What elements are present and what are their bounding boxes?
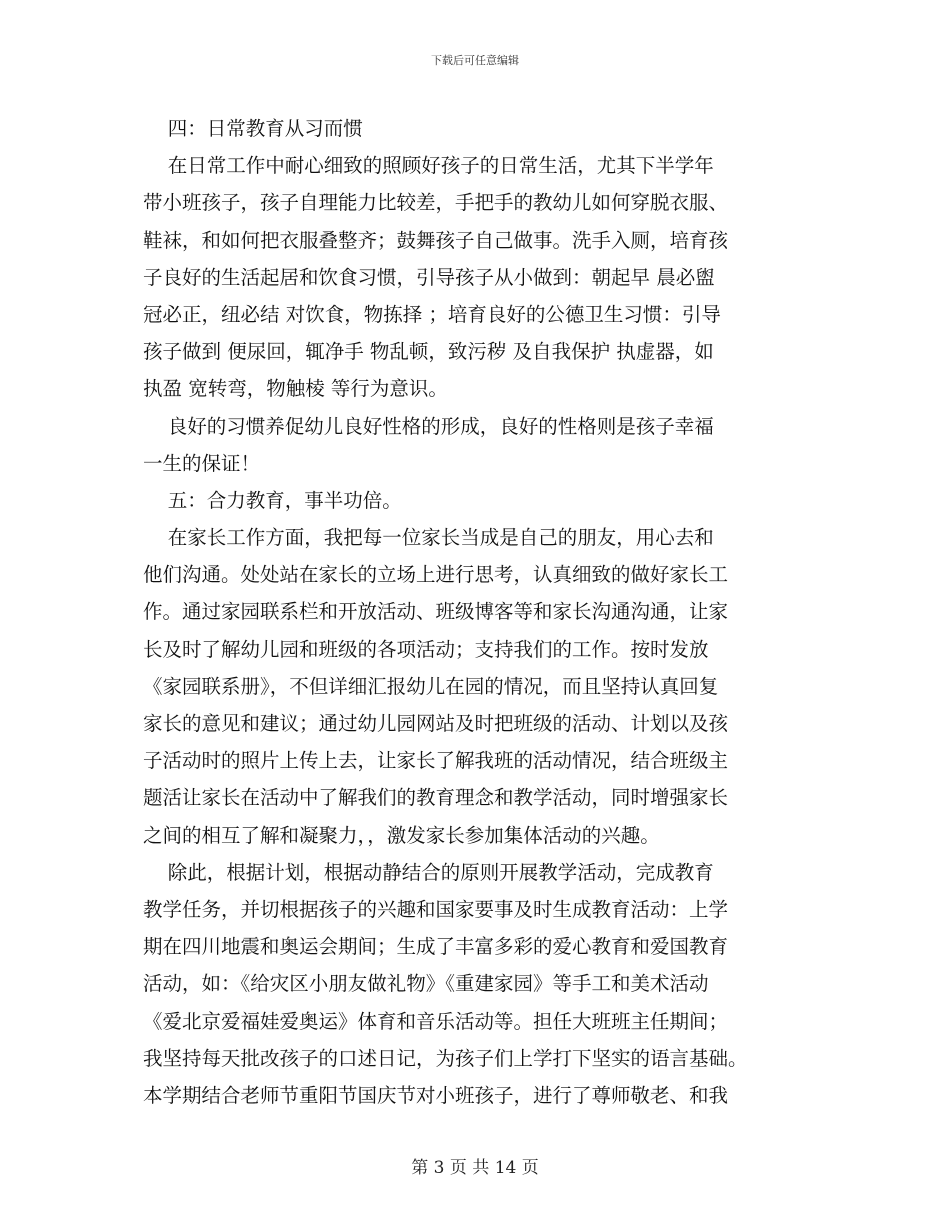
- page-header: 下载后可任意编辑: [431, 54, 519, 67]
- text-line: 鞋袜，和如何把衣服叠整齐；鼓舞孩子自己做事。洗手入厕，培育孩: [143, 228, 729, 252]
- text-line: 本学期结合老师节重阳节国庆节对小班孩子，进行了尊师敬老、和我: [143, 1083, 729, 1107]
- text-line: 我坚持每天批改孩子的口述日记，为孩子们上学打下坚实的语言基础。: [143, 1046, 748, 1070]
- text-line: 作。通过家园联系栏和开放活动、班级博客等和家长沟通沟通，让家: [143, 600, 729, 624]
- text-line: 子良好的生活起居和饮食习惯，引导孩子从小做到：朝起早 晨必盥: [143, 265, 715, 289]
- text-line: 一生的保证！: [143, 451, 261, 475]
- text-line: 孩子做到 便尿回，辄净手 物乱顿，致污秽 及自我保护 执虚器，如: [143, 340, 714, 364]
- text-line: 活动，如：《给灾区小朋友做礼物》《重建家园》等手工和美术活动: [143, 972, 709, 996]
- text-line: 家长的意见和建议；通过幼儿园网站及时把班级的活动、计划以及孩: [143, 712, 729, 735]
- text-line: 五：合力教育，事半功倍。: [143, 488, 402, 512]
- text-line: 在日常工作中耐心细致的照顾好孩子的日常生活，尤其下半学年: [143, 154, 714, 178]
- text-line: 期在四川地震和奥运会期间；生成了丰富多彩的爱心教育和爱国教育: [143, 935, 729, 959]
- text-line: 长及时了解幼儿园和班级的各项活动；支持我们的工作。按时发放: [143, 637, 709, 661]
- text-line: 教学任务，并切根据孩子的兴趣和国家要事及时生成教育活动：上学: [143, 897, 729, 921]
- text-line: 《家园联系册》，不但详细汇报幼儿在园的情况，而且坚持认真回复: [143, 674, 719, 698]
- text-line: 四：日常教育从习而惯: [143, 117, 363, 140]
- text-line: 他们沟通。处处站在家长的立场上进行思考，认真细致的做好家长工: [143, 563, 729, 587]
- text-line: 在家长工作方面，我把每一位家长当成是自己的朋友，用心去和: [143, 526, 714, 550]
- text-line: 良好的习惯养促幼儿良好性格的形成，良好的性格则是孩子幸福: [143, 414, 714, 438]
- text-line: 除此，根据计划，根据动静结合的原则开展教学活动，完成教育: [143, 860, 714, 884]
- text-line: 执盈 宽转弯，物触棱 等行为意识。: [143, 377, 448, 401]
- text-line: 带小班孩子，孩子自理能力比较差，手把手的教幼儿如何穿脱衣服、: [143, 191, 729, 215]
- text-line: 《爱北京爱福娃爱奥运》体育和音乐活动等。担任大班班主任期间；: [143, 1009, 729, 1033]
- document-body: [143, 110, 808, 1114]
- text-line: 子活动时的照片上传上去，让家长了解我班的活动情况，结合班级主: [143, 749, 729, 773]
- text-line: 题活让家长在活动中了解我们的教育理念和教学活动，同时增强家长: [143, 786, 729, 810]
- text-line: 之间的相互了解和凝聚力，，激发家长参加集体活动的兴趣。: [143, 823, 660, 847]
- text-line: 冠必正，纽必结 对饮食，物拣择 ；培育良好的公德卫生习惯：引导: [143, 302, 721, 326]
- page-number: 第 3 页 共 14 页: [411, 1158, 539, 1178]
